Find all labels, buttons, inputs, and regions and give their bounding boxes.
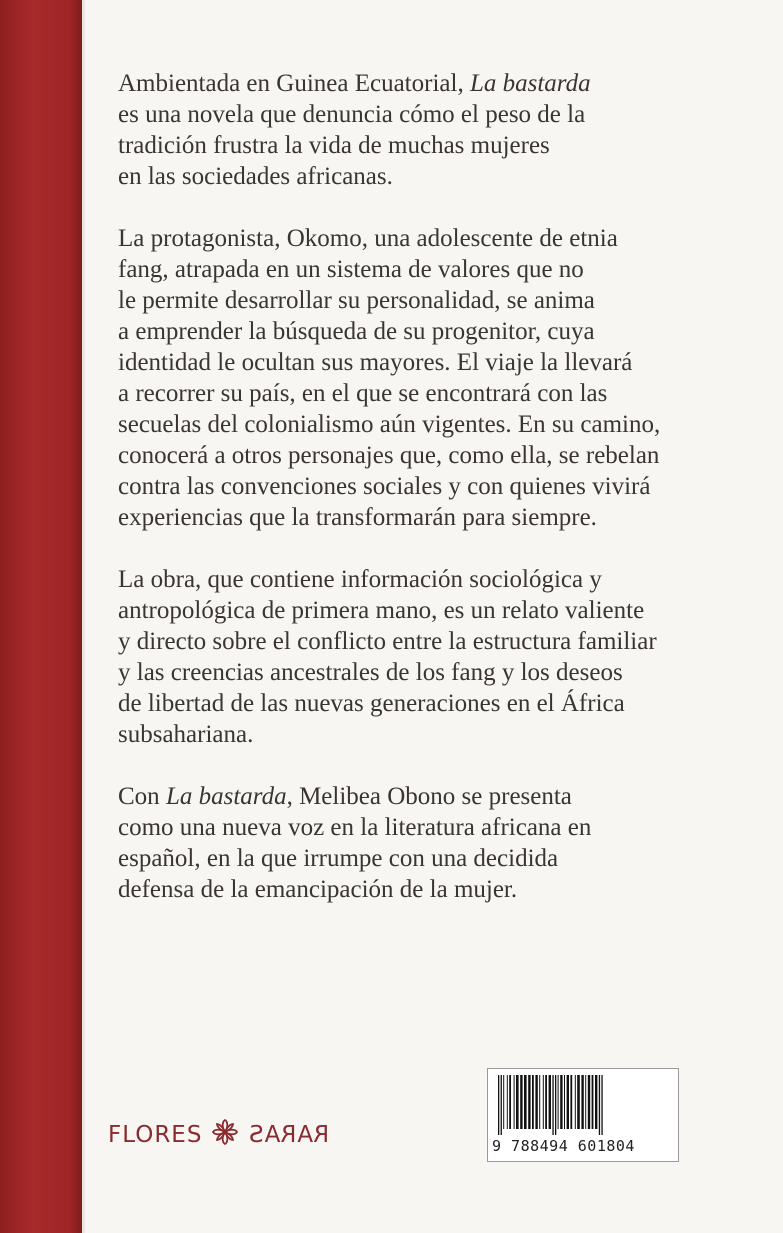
text-line — [118, 471, 783, 502]
text-line — [118, 502, 783, 533]
barcode-bars — [496, 1075, 668, 1135]
paragraph — [118, 564, 783, 750]
barcode-bar — [599, 1075, 600, 1135]
isbn-number: 9 788494 601804 — [492, 1137, 635, 1155]
text-line — [118, 130, 783, 161]
text-line — [118, 626, 783, 657]
text-line — [118, 688, 783, 719]
text-line — [118, 254, 783, 285]
barcode-bar — [549, 1075, 551, 1129]
text-segment: , Melibea Obono se presenta — [286, 783, 572, 810]
barcode-bar — [592, 1075, 594, 1129]
barcode-bar — [564, 1075, 565, 1129]
text-segment: secuelas del colonialismo aún vigentes. En su camino, — [118, 411, 661, 438]
barcode-bar — [528, 1075, 530, 1129]
book-spine — [0, 0, 82, 1233]
barcode-bar — [509, 1075, 511, 1129]
barcode-bar — [560, 1075, 562, 1129]
barcode-bar — [577, 1075, 580, 1129]
paragraph — [118, 68, 783, 192]
text-line — [118, 812, 783, 843]
publisher-logo — [108, 1118, 330, 1152]
text-line — [118, 68, 783, 99]
text-line — [118, 378, 783, 409]
barcode-bar — [558, 1075, 559, 1129]
barcode-bar — [501, 1075, 502, 1135]
paragraph — [118, 223, 783, 533]
text-line — [118, 440, 783, 471]
text-line — [118, 874, 783, 905]
text-line — [118, 564, 783, 595]
text-segment: a emprender la búsqueda de su progenitor, cuya — [118, 318, 595, 345]
text-line — [118, 719, 783, 750]
text-line — [118, 595, 783, 626]
text-segment: antropológica de primera mano, es un relato valiente — [118, 597, 645, 624]
text-segment: le permite desarrollar su personalidad, se anima — [118, 287, 595, 314]
barcode-bar — [507, 1075, 508, 1129]
barcode-bar — [520, 1075, 522, 1129]
barcode-bar — [516, 1075, 519, 1129]
publisher-word-left: FLORES — [108, 1122, 203, 1148]
text-segment: conocerá a otros personajes que, como ella, se rebelan — [118, 442, 660, 469]
barcode-bar — [535, 1075, 537, 1129]
barcode-bar — [498, 1075, 499, 1135]
text-segment: es una novela que denuncia cómo el peso de la — [118, 101, 586, 128]
text-segment: La protagonista, Okomo, una adolescente de etnia — [118, 225, 618, 252]
text-segment: identidad le ocultan sus mayores. El viaje la llevará — [118, 349, 633, 376]
barcode-bar — [575, 1075, 576, 1129]
text-segment: contra las convenciones sociales y con quienes vivirá — [118, 473, 651, 500]
text-line — [118, 781, 783, 812]
text-line — [118, 409, 783, 440]
barcode-bar — [543, 1075, 544, 1129]
text-line — [118, 657, 783, 688]
text-segment: y las creencias ancestrales de los fang y los deseos — [118, 659, 623, 686]
text-line — [118, 316, 783, 347]
text-segment: como una nueva voz en la literatura africana en — [118, 814, 592, 841]
text-segment: español, en la que irrumpe con una decidida — [118, 845, 559, 872]
text-line — [118, 843, 783, 874]
synopsis-text — [118, 68, 783, 936]
text-segment: Ambientada en Guinea Ecuatorial, — [118, 70, 470, 97]
text-segment: y directo sobre el conflicto entre la estructura familiar — [118, 628, 657, 655]
text-segment: de libertad de las nuevas generaciones en el África — [118, 690, 625, 717]
barcode-bar — [570, 1075, 572, 1129]
isbn-barcode — [487, 1068, 679, 1162]
barcode-bar — [539, 1075, 540, 1129]
text-segment: tradición frustra la vida de muchas mujeres — [118, 132, 550, 159]
barcode-bar — [555, 1075, 556, 1135]
text-segment: defensa de la emancipación de la mujer. — [118, 876, 518, 903]
barcode-bar — [552, 1075, 553, 1135]
barcode-bar — [532, 1075, 534, 1129]
text-segment: fang, atrapada en un sistema de valores que no — [118, 256, 584, 283]
book-title-italic: La bastarda — [165, 783, 287, 810]
barcode-bar — [588, 1075, 590, 1129]
book-title-italic: La bastarda — [469, 70, 591, 97]
text-line — [118, 285, 783, 316]
text-segment: subsahariana. — [118, 721, 254, 748]
text-segment: experiencias que la transformarán para siempre. — [118, 504, 597, 531]
text-segment: en las sociedades africanas. — [118, 163, 393, 190]
barcode-bar — [503, 1075, 504, 1129]
barcode-bar — [567, 1075, 569, 1129]
flower-emblem-icon — [210, 1117, 240, 1153]
barcode-bar — [545, 1075, 547, 1129]
barcode-bar — [585, 1075, 586, 1129]
barcode-bar — [595, 1075, 597, 1129]
publisher-word-right: RARAS — [248, 1122, 330, 1148]
barcode-bar — [601, 1075, 602, 1135]
barcode-bar — [524, 1075, 527, 1129]
spine-edge — [82, 0, 85, 1233]
text-segment: La obra, que contiene información sociológica y — [118, 566, 602, 593]
barcode-bar — [581, 1075, 583, 1129]
text-line — [118, 347, 783, 378]
text-line — [118, 99, 783, 130]
text-segment: Con — [118, 783, 166, 810]
text-line — [118, 161, 783, 192]
text-line — [118, 223, 783, 254]
barcode-bar — [514, 1075, 515, 1129]
text-segment: a recorrer su país, en el que se encontrará con las — [118, 380, 608, 407]
paragraph — [118, 781, 783, 905]
